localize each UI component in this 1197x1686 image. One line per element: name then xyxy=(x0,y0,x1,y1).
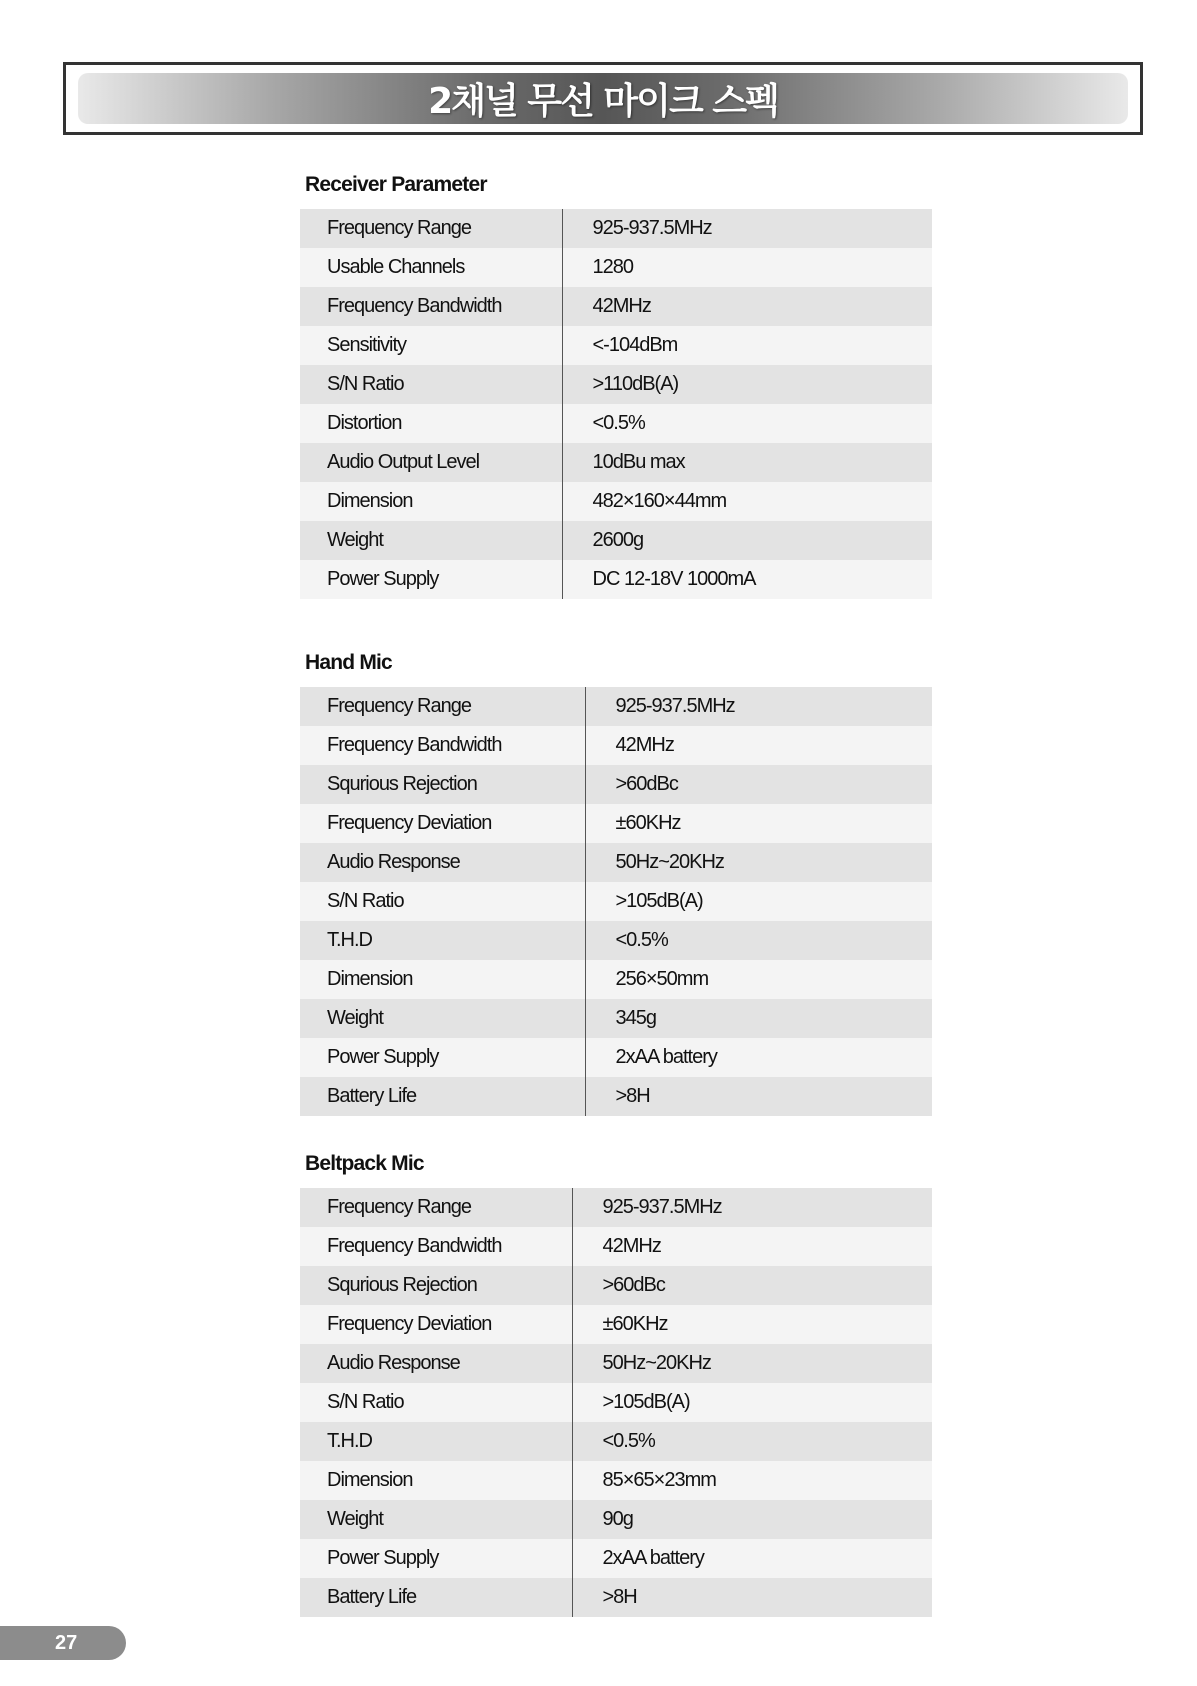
spec-value: >8H xyxy=(572,1578,932,1617)
spec-table-hand-mic xyxy=(300,687,932,1116)
beltpack-mic-section xyxy=(300,1150,932,1617)
spec-value: 925-937.5MHz xyxy=(572,1188,932,1227)
receiver-parameter-section xyxy=(300,171,932,599)
table-row xyxy=(300,326,932,365)
spec-label: Dimension xyxy=(300,482,562,521)
spec-label: Usable Channels xyxy=(300,248,562,287)
spec-label: Frequency Range xyxy=(300,209,562,248)
table-row xyxy=(300,1077,932,1116)
spec-value: ±60KHz xyxy=(572,1305,932,1344)
spec-label: Audio Response xyxy=(300,1344,572,1383)
table-row xyxy=(300,687,932,726)
spec-value: <-104dBm xyxy=(562,326,932,365)
spec-value: >8H xyxy=(585,1077,932,1116)
spec-value: 2xAA battery xyxy=(572,1539,932,1578)
spec-value: >105dB(A) xyxy=(572,1383,932,1422)
table-row xyxy=(300,1344,932,1383)
spec-value: 42MHz xyxy=(562,287,932,326)
spec-value: DC 12-18V 1000mA xyxy=(562,560,932,599)
table-row xyxy=(300,482,932,521)
spec-label: Dimension xyxy=(300,960,585,999)
table-row xyxy=(300,521,932,560)
spec-value: 925-937.5MHz xyxy=(585,687,932,726)
table-row xyxy=(300,404,932,443)
table-row xyxy=(300,1188,932,1227)
spec-value: 85×65×23mm xyxy=(572,1461,932,1500)
table-row xyxy=(300,1461,932,1500)
spec-value: 50Hz~20KHz xyxy=(585,843,932,882)
spec-value: <0.5% xyxy=(585,921,932,960)
spec-label: Weight xyxy=(300,1500,572,1539)
table-row xyxy=(300,1227,932,1266)
section-title: Beltpack Mic xyxy=(305,1152,424,1175)
hand-mic-section xyxy=(300,649,932,1116)
table-row xyxy=(300,765,932,804)
table-row xyxy=(300,560,932,599)
table-row xyxy=(300,726,932,765)
table-row xyxy=(300,1383,932,1422)
spec-value: <0.5% xyxy=(572,1422,932,1461)
spec-value: ±60KHz xyxy=(585,804,932,843)
page-number: 27 xyxy=(55,1631,78,1654)
spec-table-receiver xyxy=(300,209,932,599)
spec-label: Frequency Range xyxy=(300,1188,572,1227)
spec-label: Squrious Rejection xyxy=(300,1266,572,1305)
spec-value: 925-937.5MHz xyxy=(562,209,932,248)
table-row xyxy=(300,1500,932,1539)
spec-label: Sensitivity xyxy=(300,326,562,365)
spec-value: >60dBc xyxy=(572,1266,932,1305)
page-title-bar xyxy=(78,73,1128,124)
spec-table-beltpack-mic xyxy=(300,1188,932,1617)
table-row xyxy=(300,882,932,921)
table-row xyxy=(300,1038,932,1077)
table-row xyxy=(300,999,932,1038)
spec-label: Frequency Bandwidth xyxy=(300,1227,572,1266)
table-row xyxy=(300,287,932,326)
spec-label: S/N Ratio xyxy=(300,1383,572,1422)
page-title-frame xyxy=(63,62,1143,135)
spec-label: Frequency Deviation xyxy=(300,804,585,843)
spec-label: Battery Life xyxy=(300,1578,572,1617)
spec-value: 1280 xyxy=(562,248,932,287)
spec-label: Power Supply xyxy=(300,560,562,599)
page-number-tab xyxy=(0,1626,126,1660)
spec-label: Distortion xyxy=(300,404,562,443)
spec-label: Power Supply xyxy=(300,1539,572,1578)
table-row xyxy=(300,921,932,960)
spec-label: Audio Response xyxy=(300,843,585,882)
spec-label: T.H.D xyxy=(300,1422,572,1461)
spec-value: <0.5% xyxy=(562,404,932,443)
spec-value: 42MHz xyxy=(572,1227,932,1266)
table-row xyxy=(300,804,932,843)
spec-label: Frequency Deviation xyxy=(300,1305,572,1344)
spec-value: 256×50mm xyxy=(585,960,932,999)
spec-value: >105dB(A) xyxy=(585,882,932,921)
spec-label: Audio Output Level xyxy=(300,443,562,482)
table-row xyxy=(300,843,932,882)
spec-label: Squrious Rejection xyxy=(300,765,585,804)
spec-label: Dimension xyxy=(300,1461,572,1500)
spec-value: 2600g xyxy=(562,521,932,560)
table-row xyxy=(300,1266,932,1305)
table-row xyxy=(300,1578,932,1617)
table-row xyxy=(300,1305,932,1344)
spec-value: 50Hz~20KHz xyxy=(572,1344,932,1383)
spec-label: Frequency Bandwidth xyxy=(300,726,585,765)
spec-label: T.H.D xyxy=(300,921,585,960)
spec-label: Weight xyxy=(300,999,585,1038)
spec-value: 345g xyxy=(585,999,932,1038)
spec-value: 2xAA battery xyxy=(585,1038,932,1077)
section-title: Receiver Parameter xyxy=(305,173,487,196)
spec-value: 10dBu max xyxy=(562,443,932,482)
spec-label: Power Supply xyxy=(300,1038,585,1077)
table-row xyxy=(300,1422,932,1461)
table-row xyxy=(300,365,932,404)
spec-value: 90g xyxy=(572,1500,932,1539)
section-title: Hand Mic xyxy=(305,651,392,674)
spec-label: S/N Ratio xyxy=(300,882,585,921)
table-row xyxy=(300,960,932,999)
spec-value: 42MHz xyxy=(585,726,932,765)
spec-label: Weight xyxy=(300,521,562,560)
table-row xyxy=(300,1539,932,1578)
spec-label: Battery Life xyxy=(300,1077,585,1116)
table-row xyxy=(300,248,932,287)
spec-label: Frequency Bandwidth xyxy=(300,287,562,326)
page-title: 2채널 무선 마이크 스펙 xyxy=(428,81,778,122)
spec-value: >60dBc xyxy=(585,765,932,804)
table-row xyxy=(300,443,932,482)
table-row xyxy=(300,209,932,248)
spec-value: >110dB(A) xyxy=(562,365,932,404)
spec-label: Frequency Range xyxy=(300,687,585,726)
spec-value: 482×160×44mm xyxy=(562,482,932,521)
spec-label: S/N Ratio xyxy=(300,365,562,404)
